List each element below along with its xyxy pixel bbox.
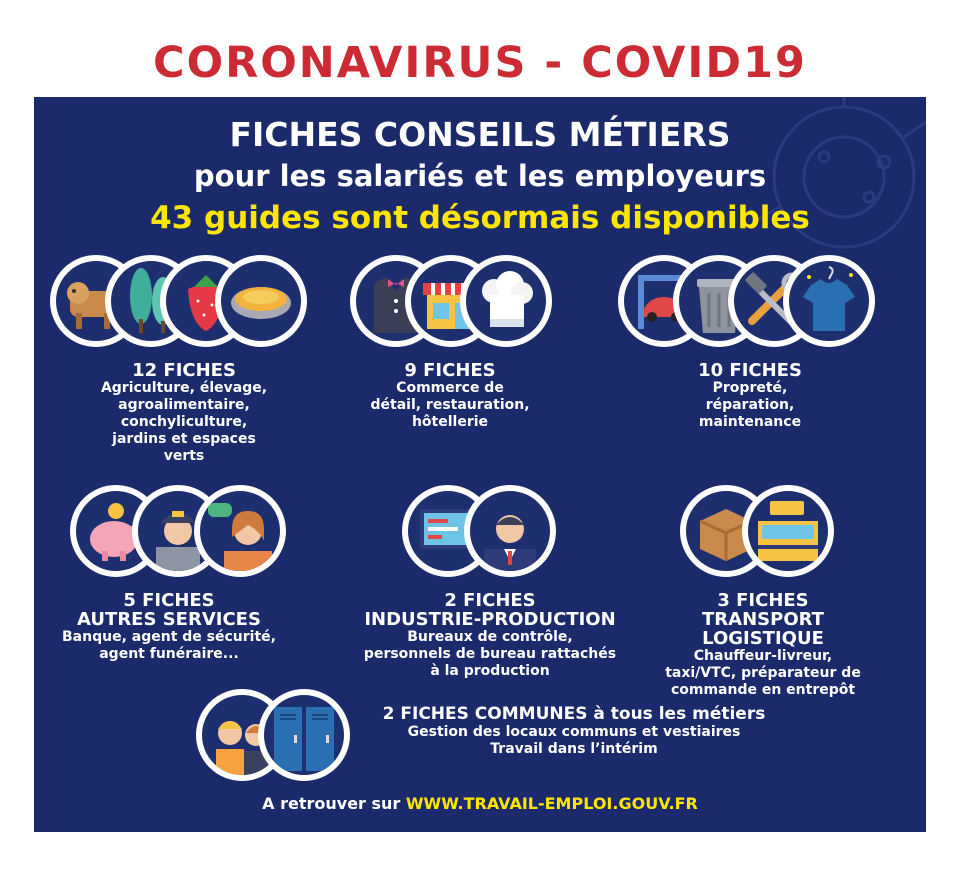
group-line: verts — [163, 448, 205, 464]
infographic-panel — [34, 97, 926, 832]
group-title: INDUSTRIE-PRODUCTION — [364, 609, 616, 630]
group-line: personnels de bureau rattachés — [363, 646, 617, 662]
group-line: agent funéraire... — [99, 646, 239, 662]
group-line: maintenance — [698, 414, 802, 430]
group-line: à la production — [430, 663, 550, 679]
group-line: Bureaux de contrôle, — [407, 629, 573, 645]
tart-icon — [215, 255, 307, 347]
panel-subheading: pour les salariés et les employeurs — [193, 159, 767, 193]
group-title: TRANSPORT — [702, 609, 824, 630]
group-line: jardins et espaces — [112, 431, 256, 447]
group-count: 9 FICHES — [404, 360, 496, 381]
group-commerce — [350, 361, 550, 431]
panel-heading: FICHES CONSEILS MÉTIERS — [229, 115, 731, 154]
call-center-icon — [194, 485, 286, 577]
group-count: 3 FICHES — [717, 590, 809, 611]
footer-prefix: A retrouver sur — [262, 794, 401, 813]
group-count: 5 FICHES — [123, 590, 215, 611]
group-line: Agriculture, élevage, — [100, 380, 268, 396]
group-line: Gestion des locaux communs et vestiaires — [407, 724, 741, 740]
group-count: 10 FICHES — [698, 360, 802, 381]
footer — [34, 794, 926, 813]
chef-hat-icon — [460, 255, 552, 347]
group-line: conchyliculture, — [120, 414, 248, 430]
group-line: Chauffeur-livreur, — [693, 648, 833, 664]
tshirt-icon — [783, 255, 875, 347]
group-line: commande en entrepôt — [670, 682, 856, 698]
office-worker-icon — [464, 485, 556, 577]
group-line: taxi/VTC, préparateur de — [665, 665, 861, 681]
group-autres-services — [44, 591, 294, 663]
group-title: LOGISTIQUE — [702, 628, 824, 649]
group-line: agroalimentaire, — [118, 397, 250, 413]
lockers-icon — [258, 689, 350, 781]
group-title: AUTRES SERVICES — [77, 609, 261, 630]
group-agriculture — [54, 361, 314, 465]
group-line: hôtellerie — [411, 414, 489, 430]
group-count: 2 FICHES COMMUNES à tous les métiers — [382, 704, 766, 724]
group-line: détail, restauration, — [370, 397, 530, 413]
group-line: Commerce de — [396, 380, 504, 396]
group-line: Travail dans l’intérim — [490, 741, 658, 757]
group-proprete — [660, 361, 840, 431]
group-count: 12 FICHES — [132, 360, 236, 381]
group-communes — [354, 705, 794, 758]
group-transport — [648, 591, 878, 699]
group-line: Propreté, — [712, 380, 788, 396]
group-count: 2 FICHES — [444, 590, 536, 611]
taxi-icon — [742, 485, 834, 577]
website-link[interactable]: WWW.TRAVAIL-EMPLOI.GOUV.FR — [405, 794, 698, 813]
panel-highlight: 43 guides sont désormais disponibles — [150, 200, 810, 236]
group-line: Banque, agent de sécurité, — [62, 629, 276, 645]
group-line: réparation, — [705, 397, 795, 413]
page-title: CORONAVIRUS - COVID19 — [153, 38, 807, 88]
group-industrie — [340, 591, 640, 680]
